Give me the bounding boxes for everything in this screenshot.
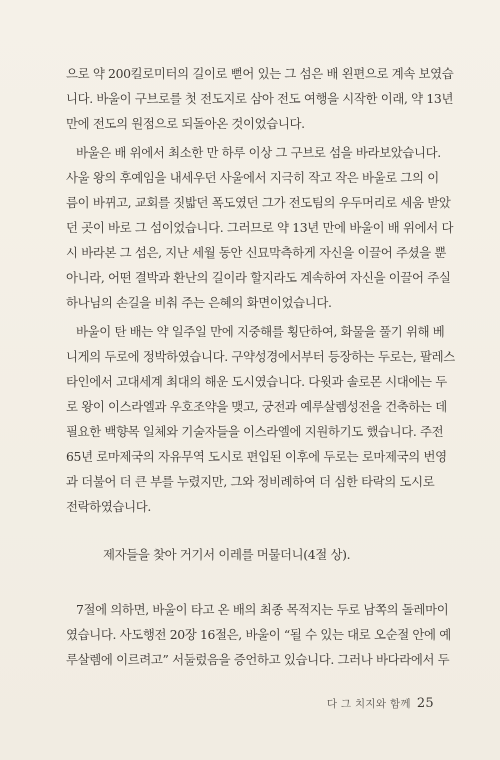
- text-line: 필요한 백향목 일체와 기술자들을 이스라엘에 지원하기도 했습니다. 주전: [66, 424, 444, 439]
- page-number: 25: [416, 696, 434, 711]
- text-line: 아니라, 어떤 결박과 환난의 길이라 할지라도 계속하여 자신을 이끌어 주실: [66, 270, 451, 285]
- paragraph-start-line: 바울이 탄 배는 약 일주일 만에 지중해를 횡단하여, 화물을 풀기 위해 베: [76, 324, 445, 339]
- text-line: 니다. 바울이 구브로를 첫 전도지로 삼아 전도 여행을 시작한 이래, 약 13년: [66, 91, 454, 106]
- text-line: 65년 로마제국의 자유무역 도시로 편입된 이후에 두로는 로마제국의 번영: [66, 449, 447, 464]
- text-line: 타인에서 고대세계 최대의 해운 도시였습니다. 다윗과 솔로몬 시대에는 두: [66, 374, 447, 389]
- paragraph-start-line: 바울은 배 위에서 최소한 만 하루 이상 그 구브로 섬을 바라보았습니다.: [76, 145, 441, 160]
- text-line: 으로 약 200킬로미터의 길이로 뻗어 있는 그 섬은 배 왼편으로 계속 보였습: [66, 66, 454, 81]
- text-line: 시 바라본 그 섬은, 지난 세월 동안 신묘막측하게 자신을 이끌어 주셨을 뿐: [66, 245, 447, 260]
- text-line: 였습니다. 사도행전 20장 16절은, 바울이 “될 수 있는 대로 오순절 안에 예: [66, 627, 451, 642]
- text-line: 던 곳이 바로 그 섬이었습니다. 그러므로 약 13년 만에 바울이 배 위에서 다: [66, 220, 454, 235]
- running-title: 다 그 치지와 함께: [326, 698, 411, 710]
- text-line: 과 더불어 더 큰 부를 누렸지만, 그와 정비례하여 더 심한 타락의 도시로: [66, 474, 435, 489]
- text-line: 로 왕이 이스라엘과 우호조약을 맺고, 궁전과 예루살렘성전을 건축하는 데: [66, 399, 447, 414]
- text-line: 름이 바뀌고, 교회를 짓밟던 폭도였던 그가 전도팀의 우두머리로 세움 받았: [66, 195, 451, 210]
- text-line: 하나님의 손길을 비춰 주는 은혜의 화면이었습니다.: [66, 295, 332, 310]
- page-footer: [327, 696, 434, 711]
- scripture-quote: 제자들을 찾아 거기서 이레를 머물더니(4절 상).: [103, 547, 351, 562]
- text-line: 만에 전도의 원점으로 되돌아온 것이었습니다.: [66, 116, 305, 131]
- text-line: 전락하였습니다.: [66, 499, 151, 514]
- text-line: 니게의 두로에 정박하였습니다. 구약성경에서부터 등장하는 두로는, 팔레스: [66, 349, 455, 364]
- text-line: 사울 왕의 후예임을 내세우던 사울에서 지극히 작고 작은 바울로 그의 이: [66, 170, 439, 185]
- text-line: 루살렘에 이르려고” 서둘렀음을 증언하고 있습니다. 그러나 바다라에서 두: [66, 652, 450, 667]
- paragraph-start-line: 7절에 의하면, 바울이 타고 온 배의 최종 목적지는 두로 남쪽의 돌레마이: [76, 602, 449, 617]
